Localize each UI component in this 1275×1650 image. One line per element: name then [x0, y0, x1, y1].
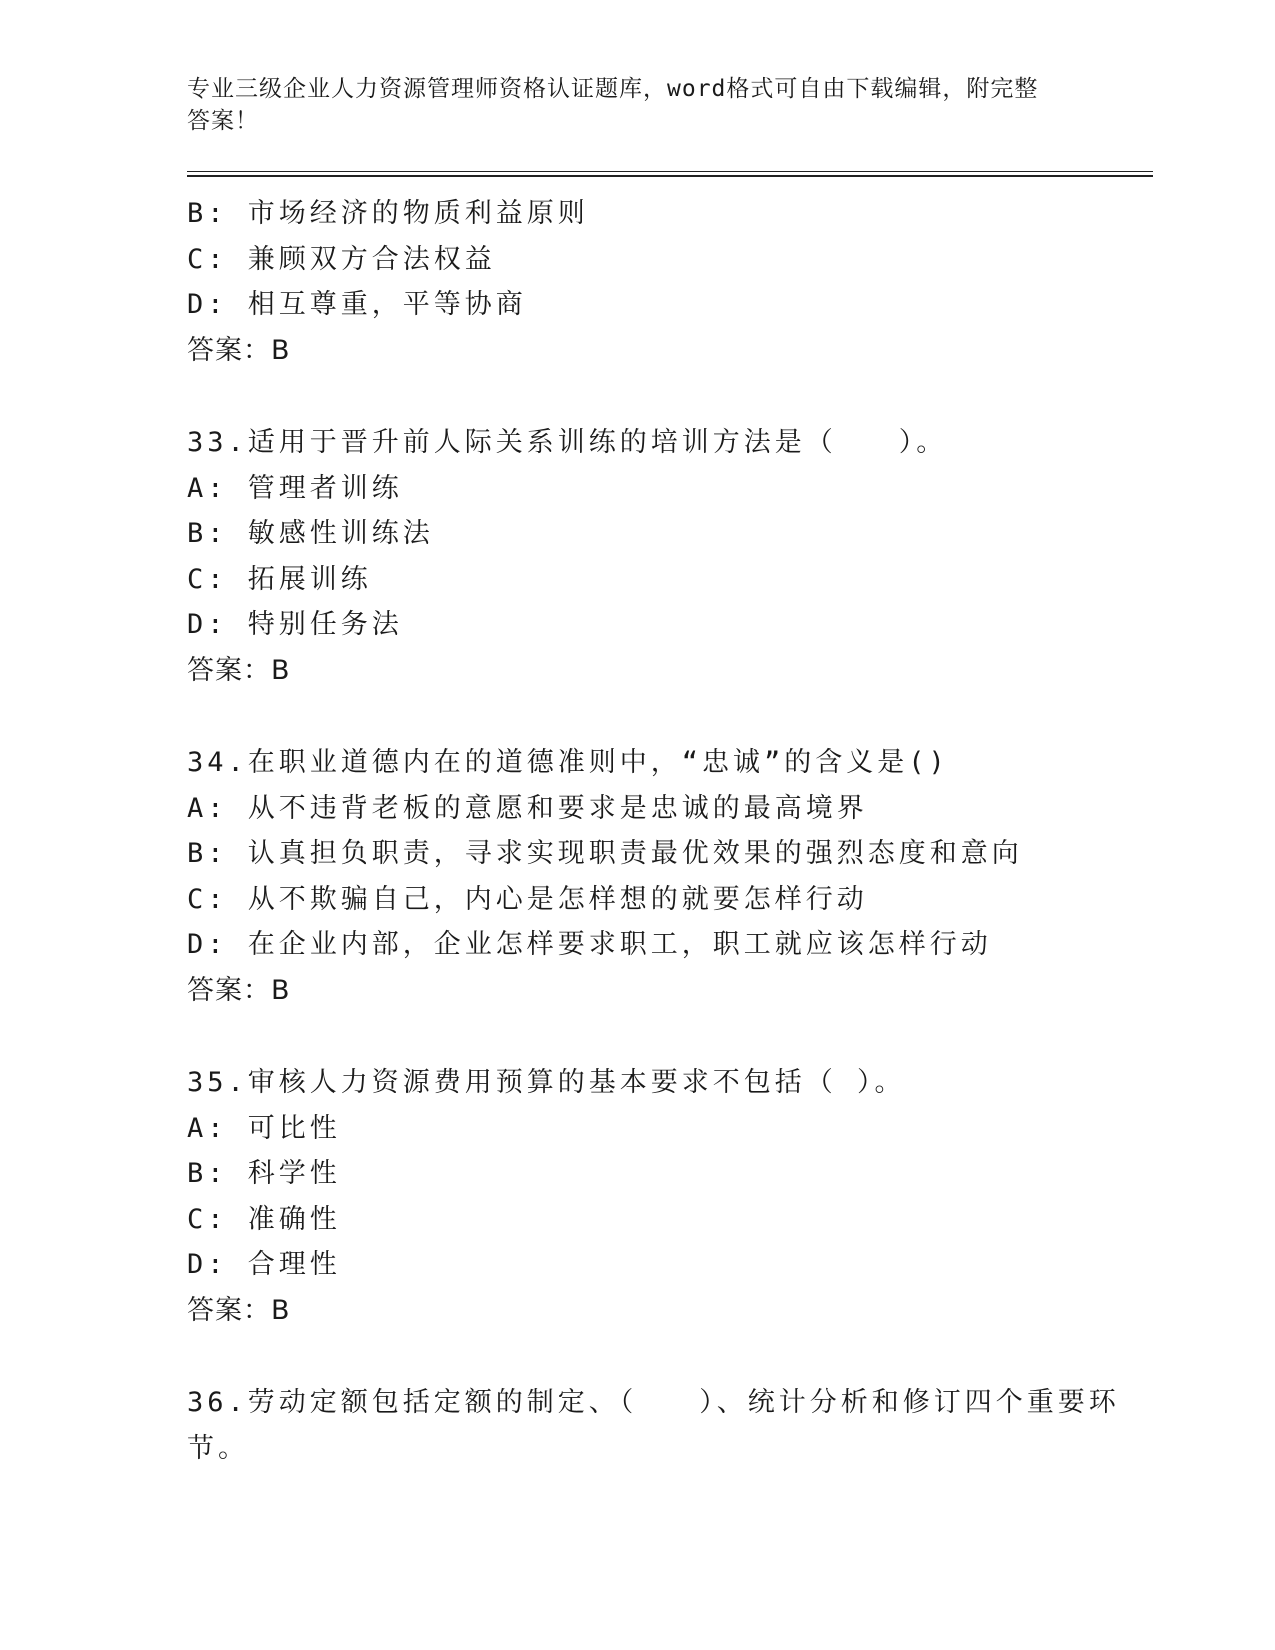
answer-line: 答案：B	[187, 974, 291, 1006]
header-divider-top	[187, 171, 1153, 172]
answer-line: 答案：B	[187, 334, 291, 366]
question-33	[187, 420, 1147, 693]
header-divider-bottom	[187, 175, 1153, 177]
option-b: B: 科学性	[187, 1158, 341, 1189]
option-b: B: 市场经济的物质利益原则	[187, 198, 589, 229]
question-36	[187, 1380, 1147, 1471]
spacer	[187, 1013, 1147, 1060]
option-b: B: 认真担负职责，寻求实现职责最优效果的强烈态度和意向	[187, 838, 1023, 869]
question-35	[187, 1060, 1147, 1333]
header-line-1: 专业三级企业人力资源管理师资格认证题库，word格式可自由下载编辑，附完整	[187, 76, 1039, 102]
spacer	[187, 693, 1147, 740]
answer-line: 答案：B	[187, 1294, 291, 1326]
document-header	[187, 73, 1087, 137]
question-stem-line-1: 36.劳动定额包括定额的制定、（ ）、统计分析和修订四个重要环	[187, 1387, 1120, 1418]
answer-line: 答案：B	[187, 654, 291, 686]
question-stem: 34.在职业道德内在的道德准则中，“忠诚”的含义是()	[187, 747, 949, 778]
question-list	[187, 191, 1147, 1471]
question-stem: 33.适用于晋升前人际关系训练的培训方法是（ ）。	[187, 427, 948, 458]
option-c: C: 拓展训练	[187, 563, 372, 595]
option-a: A: 可比性	[187, 1112, 341, 1144]
option-b: B: 敏感性训练法	[187, 518, 434, 549]
option-d: D: 在企业内部，企业怎样要求职工，职工就应该怎样行动	[187, 929, 992, 960]
option-d: D: 相互尊重，平等协商	[187, 289, 527, 320]
question-stem-line-2: 节。	[187, 1432, 249, 1464]
header-line-2: 答案！	[187, 108, 259, 134]
option-a: A: 管理者训练	[187, 472, 403, 504]
question-stem: 35.审核人力资源费用预算的基本要求不包括（ ）。	[187, 1067, 906, 1098]
spacer	[187, 373, 1147, 420]
option-c: C: 准确性	[187, 1203, 341, 1235]
question-34	[187, 740, 1147, 1013]
option-a: A: 从不违背老板的意愿和要求是忠诚的最高境界	[187, 792, 868, 824]
option-c: C: 兼顾双方合法权益	[187, 243, 496, 275]
option-d: D: 合理性	[187, 1249, 341, 1280]
option-d: D: 特别任务法	[187, 609, 403, 640]
question-fragment	[187, 191, 1147, 373]
option-c: C: 从不欺骗自己，内心是怎样想的就要怎样行动	[187, 883, 868, 915]
spacer	[187, 1333, 1147, 1380]
